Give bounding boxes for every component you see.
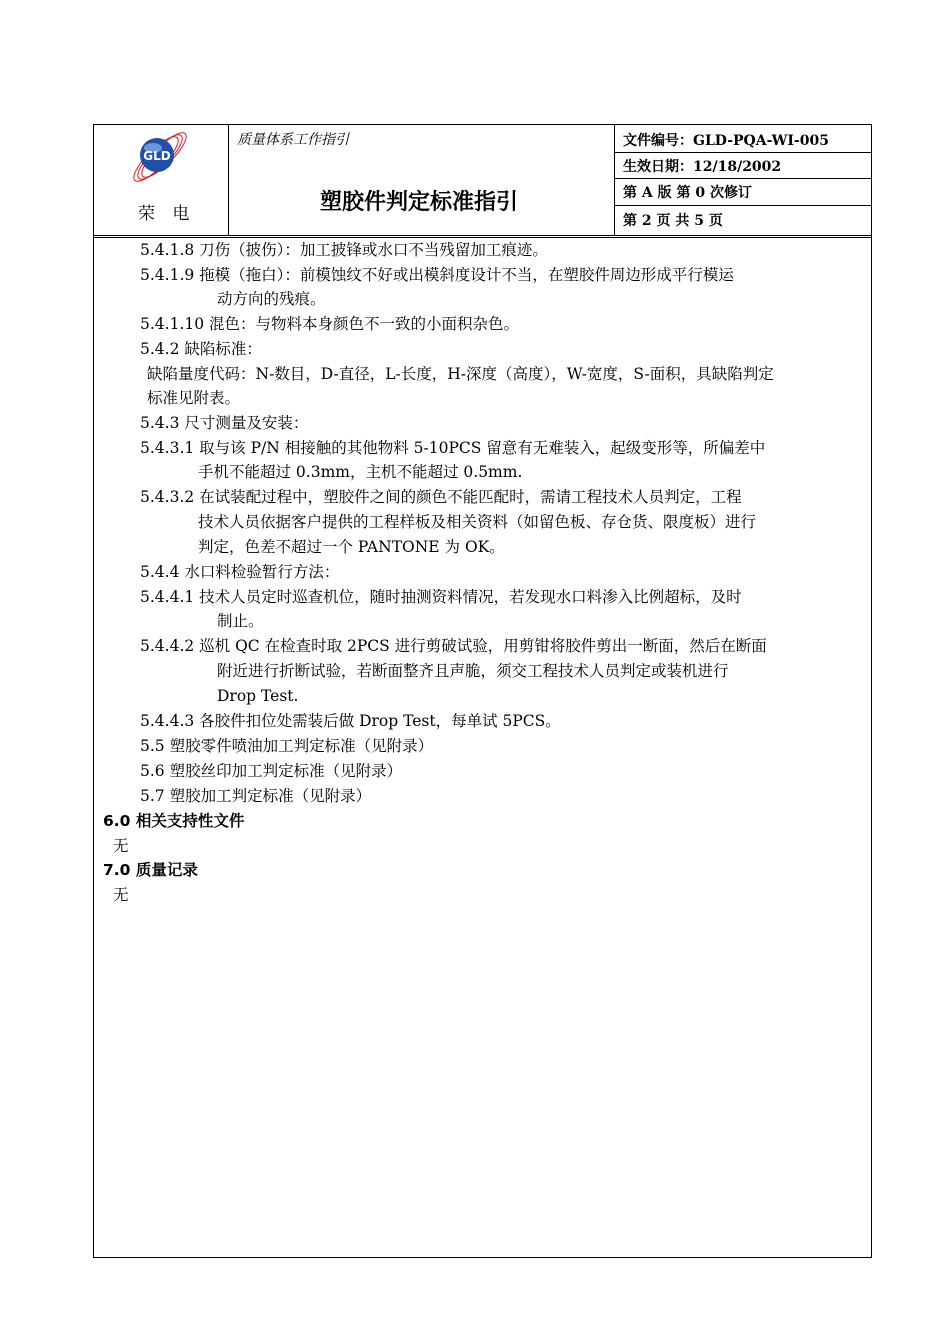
text-line: 5.4.4.3 各胶件扣位处需装后做 Drop Test，每单试 5PCS。 <box>140 712 561 730</box>
text-line: 判定，色差不超过一个 PANTONE 为 OK。 <box>198 538 505 556</box>
page-info: 第 2 页 共 5 页 <box>623 213 723 229</box>
text-line: 5.7 塑胶加工判定标准（见附录） <box>140 787 372 805</box>
text-line: 5.4.1.9 拖模（拖白）：前模蚀纹不好或出模斜度设计不当，在塑胶件周边形成平行模运 <box>140 266 734 284</box>
text-line: 制止。 <box>217 612 264 630</box>
header-divider <box>614 125 615 236</box>
section-heading: 6.0 相关支持性文件 <box>103 812 245 830</box>
section-heading: 7.0 质量记录 <box>103 861 198 879</box>
text-line: 动方向的残痕。 <box>217 290 326 308</box>
text-line: 5.4.1.10 混色：与物料本身颜色不一致的小面积杂色。 <box>140 315 520 333</box>
document-header <box>94 125 871 237</box>
logo-text: GLD <box>143 149 171 163</box>
document-title: 塑胶件判定标准指引 <box>319 190 518 215</box>
header-row-divider <box>614 205 871 206</box>
system-title: 质量体系工作指引 <box>237 132 349 148</box>
text-line: 5.4.3.1 取与该 P/N 相接触的其他物料 5-10PCS 留意有无难装入，起级变形等，所偏差中 <box>140 439 766 457</box>
document-number: 文件编号：GLD-PQA-WI-005 <box>623 133 829 149</box>
text-line: 缺陷量度代码：N-数目，D-直径，L-长度，H-深度（高度），W-宽度，S-面积，具缺陷判定 <box>147 365 774 383</box>
company-logo <box>126 131 190 187</box>
header-row-divider <box>614 178 871 179</box>
company-name: 荣 电 <box>138 204 196 224</box>
section-text: 无 <box>113 837 129 855</box>
text-line: Drop Test. <box>217 687 299 705</box>
text-line: 5.4.4.1 技术人员定时巡查机位，随时抽测资料情况，若发现水口料渗入比例超标，及时 <box>140 588 742 606</box>
text-line: 5.5 塑胶零件喷油加工判定标准（见附录） <box>140 737 434 755</box>
text-line: 5.4.4.2 巡机 QC 在检查时取 2PCS 进行剪破试验，用剪钳将胶件剪出一断面，然后在断面 <box>140 637 767 655</box>
text-line: 5.4.2 缺陷标准： <box>140 340 262 358</box>
section-text: 无 <box>113 886 129 904</box>
header-divider <box>228 125 229 236</box>
text-line: 手机不能超过 0.3mm，主机不能超过 0.5mm. <box>198 463 523 481</box>
document-frame <box>93 124 872 1258</box>
text-line: 5.4.1.8 刀伤（披伤）：加工披锋或水口不当残留加工痕迹。 <box>140 241 548 259</box>
text-line: 5.6 塑胶丝印加工判定标准（见附录） <box>140 762 403 780</box>
header-row-divider <box>614 152 871 153</box>
text-line: 5.4.3 尺寸测量及安装： <box>140 414 309 432</box>
revision-info: 第 A 版 第 0 次修订 <box>623 185 752 201</box>
text-line: 附近进行折断试验，若断面整齐且声脆，须交工程技术人员判定或装机进行 <box>217 662 729 680</box>
text-line: 技术人员依据客户提供的工程样板及相关资料（如留色板、存仓货、限度板）进行 <box>198 513 757 531</box>
effective-date: 生效日期：12/18/2002 <box>623 159 782 175</box>
text-line: 5.4.4 水口料检验暂行方法： <box>140 563 340 581</box>
text-line: 标准见附表。 <box>147 389 241 407</box>
text-line: 5.4.3.2 在试装配过程中，塑胶件之间的颜色不能匹配时，需请工程技术人员判定，工程 <box>140 488 742 506</box>
